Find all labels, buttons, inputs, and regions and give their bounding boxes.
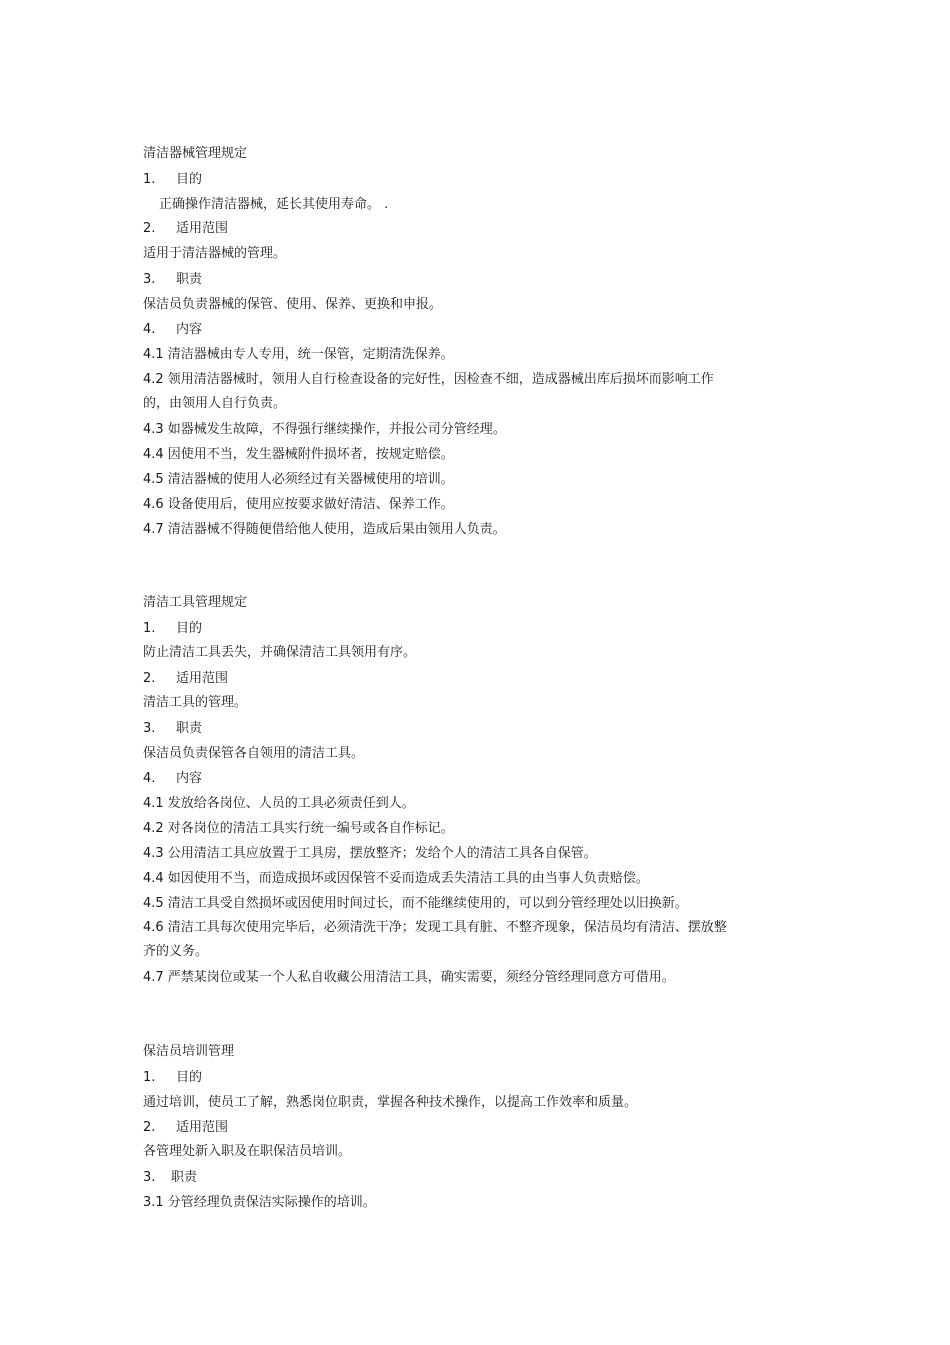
content-item: 4.1 发放给各岗位、人员的工具必须责任到人。 [143,796,415,811]
content-item: 4.6 清洁工具每次使用完毕后，必须清洗干净；发现工具有脏、不整齐现象，保洁员均有清洁、摆放整齐的义务。 [143,920,727,959]
purpose-text: 防止清洁工具丢失，并确保清洁工具领用有序。 [143,645,417,660]
scope-heading: 2. 适用范围 [143,1120,229,1135]
section-title: 清洁器械管理规定 [143,146,248,161]
duty-text: 保洁员负责保管各自领用的清洁工具。 [143,746,365,761]
purpose-heading: 1. 目的 [143,172,203,187]
purpose-text: 通过培训，使员工了解，熟悉岗位职责，掌握各种技术操作，以提高工作效率和质量。 [143,1095,638,1110]
duty-heading: 3. 职责 [143,1170,198,1185]
content-item: 4.3 公用清洁工具应放置于工具房，摆放整齐；发给个人的清洁工具各自保管。 [143,846,597,861]
scope-heading: 2. 适用范围 [143,671,229,686]
purpose-text: 正确操作清洁器械，延长其使用寿命。 . [159,197,389,212]
duty-text: 保洁员负责器械的保管、使用、保养、更换和申报。 [143,297,443,312]
content-item: 4.2 领用清洁器械时，领用人自行检查设备的完好性，因检查不细，造成器械出库后损坏而影响工作的，由领用人自行负责。 [143,372,714,411]
purpose-heading: 1. 目的 [143,621,203,636]
content-item: 4.1 清洁器械由专人专用，统一保管，定期清洗保养。 [143,347,454,362]
scope-text: 适用于清洁器械的管理。 [143,246,287,261]
content-item: 3.1 分管经理负责保洁实际操作的培训。 [143,1195,376,1210]
content-item: 4.5 清洁器械的使用人必须经过有关器械使用的培训。 [143,472,454,487]
content-item: 4.5 清洁工具受自然损坏或因使用时间过长，而不能继续使用的，可以到分管经理处以旧换新。 [143,896,688,911]
content-heading: 4. 内容 [143,322,203,337]
scope-text: 清洁工具的管理。 [143,695,248,710]
scope-text: 各管理处新入职及在职保洁员培训。 [143,1144,352,1159]
content-heading: 4. 内容 [143,771,203,786]
content-item: 4.4 如因使用不当，而造成损坏或因保管不妥而造成丢失清洁工具的由当事人负责赔偿。 [143,871,649,886]
content-item: 4.3 如器械发生故障，不得强行继续操作，并报公司分管经理。 [143,422,506,437]
content-item: 4.6 设备使用后，使用应按要求做好清洁、保养工作。 [143,497,454,512]
duty-heading: 3. 职责 [143,721,203,736]
content-item: 4.7 清洁器械不得随便借给他人使用，造成后果由领用人负责。 [143,522,506,537]
section-title: 保洁员培训管理 [143,1044,235,1059]
purpose-heading: 1. 目的 [143,1070,203,1085]
content-item: 4.7 严禁某岗位或某一个人私自收藏公用清洁工具，确实需要，须经分管经理同意方可借用。 [143,970,675,985]
duty-heading: 3. 职责 [143,272,203,287]
scope-heading: 2. 适用范围 [143,221,229,236]
content-item: 4.2 对各岗位的清洁工具实行统一编号或各自作标记。 [143,821,454,836]
content-item: 4.4 因使用不当，发生器械附件损坏者，按规定赔偿。 [143,447,454,462]
section-title: 清洁工具管理规定 [143,595,248,610]
